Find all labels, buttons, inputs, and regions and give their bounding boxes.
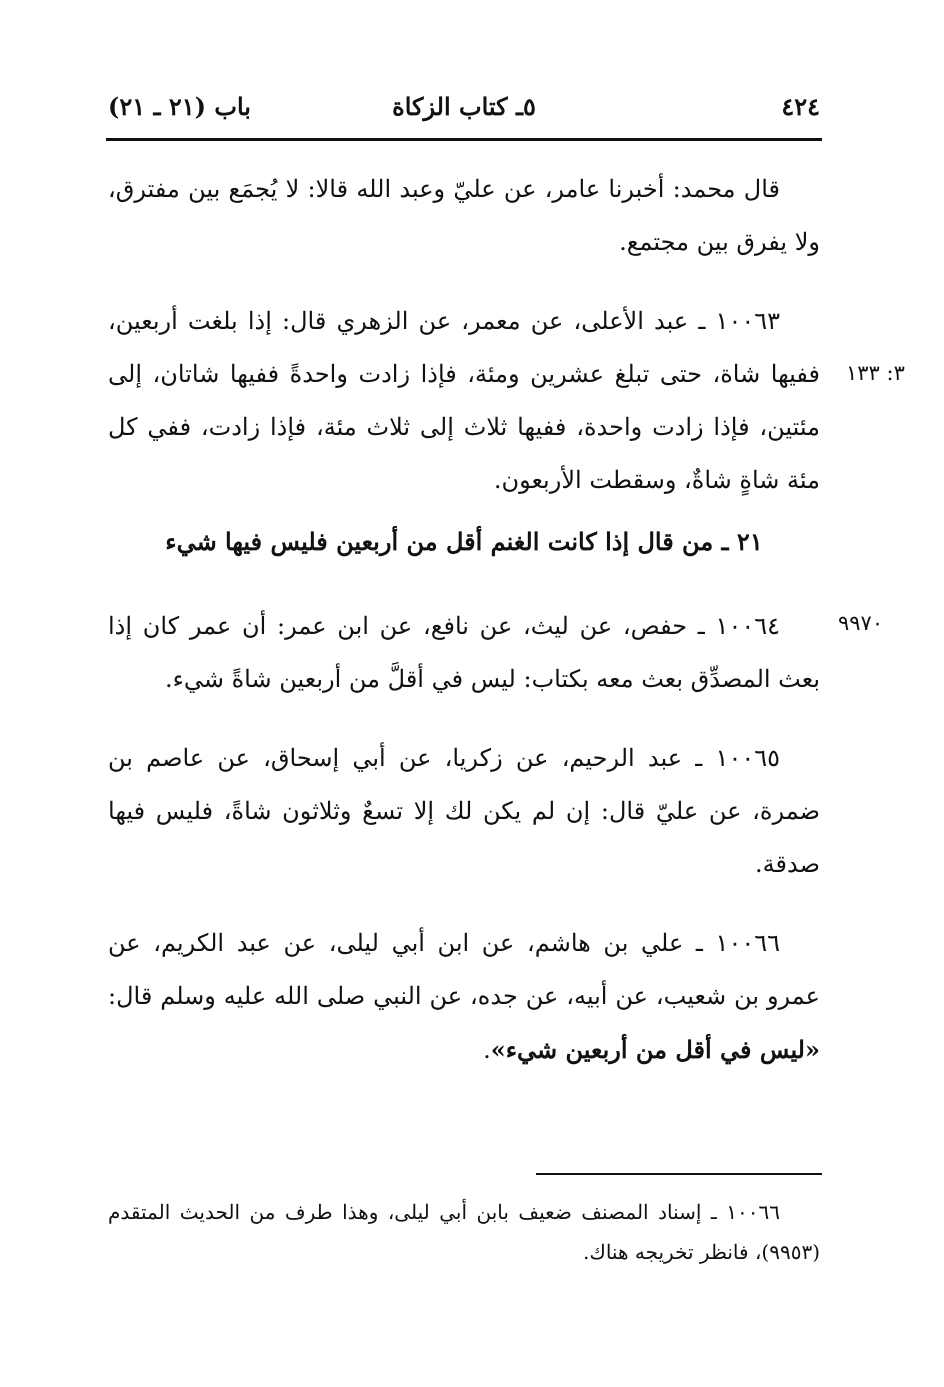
page-header [108,92,820,136]
main-text-block-2 [108,600,820,1077]
page-number: ٤٢٤ [781,92,820,121]
hadith-10066-body: ١٠٠٦٦ ـ علي بن هاشم، عن ابن أبي ليلى، عن عبد الكريم، عن عمرو بن شعيب، عن أبيه، عن جده، عن النبي صلى الله عليه وسلم قال: [108,929,820,1010]
margin-reference-10064: ٩٩٧٠ [838,611,884,635]
hadith-10066 [108,917,820,1077]
chapter-label: باب (٢١ ـ ٢١) [108,92,251,121]
intro-paragraph: قال محمد: أخبرنا عامر، عن عليّ وعبد الله قالا: لا يُجمَع بين مفترق، ولا يفرق بين مجتمع. [108,175,820,256]
footnote-divider [536,1173,822,1175]
book-title: ٥ـ كتاب الزكاة [392,92,536,121]
footnote-text: ١٠٠٦٦ ـ إسناد المصنف ضعيف بابن أبي ليلى، وهذا طرف من الحديث المتقدم (٩٩٥٣)، فانظر تخريجه هناك. [108,1200,820,1264]
hadith-10063: ١٠٠٦٣ ـ عبد الأعلى، عن معمر، عن الزهري قال: إذا بلغت أربعين، ففيها شاة، حتى تبلغ عشرين ومئة، فإذا زادت واحدةً ففيها شاتان، إلى مئتين، فإذا زادت واحدة، ففيها ثلاث إلى ثلاث مئة، فإذا زادت، ففي كل مئة شاةٍ شاةٌ، وسقطت الأربعون. [108,307,820,494]
header-divider [106,138,822,141]
hadith-10065: ١٠٠٦٥ ـ عبد الرحيم، عن زكريا، عن أبي إسحاق، عن عاصم بن ضمرة، عن عليّ قال: إن لم يكن لك إلا تسعٌ وثلاثون شاةً، فليس فيها صدقة. [108,744,820,878]
hadith-10064: ١٠٠٦٤ ـ حفص، عن ليث، عن نافع، عن ابن عمر: أن عمر كان إذا بعث المصدِّق بعث معه بكتاب: ليس في أقلَّ من أربعين شاةً شيء. [108,612,820,693]
margin-reference-10063: ٣: ١٣٣ [846,361,905,385]
footnote [108,1192,820,1272]
hadith-10066-quote: «ليس في أقل من أربعين شيء» [490,1035,820,1064]
hadith-10066-end: . [483,1036,491,1064]
main-text-block-1 [108,163,820,507]
section-heading: ٢١ ـ من قال إذا كانت الغنم أقل من أربعين فليس فيها شيء [165,527,763,556]
